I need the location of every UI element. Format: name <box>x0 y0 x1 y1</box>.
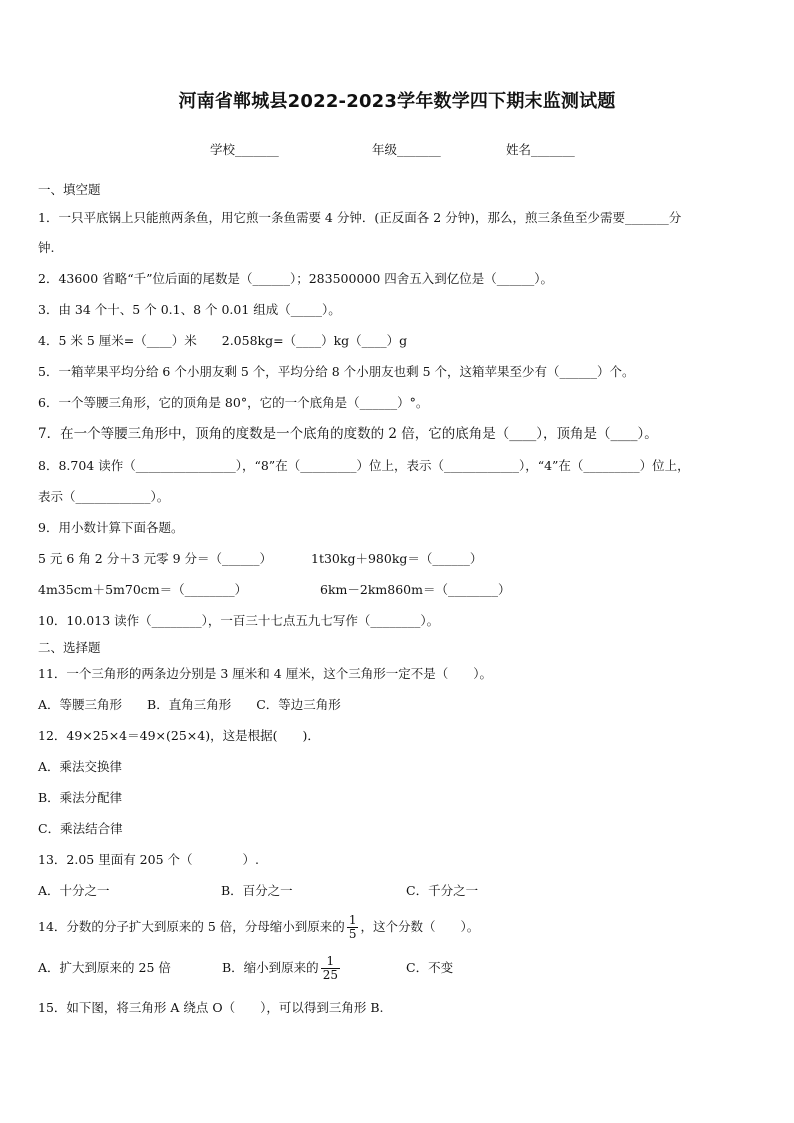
question-11: 11．一个三角形的两条边分别是 3 厘米和 4 厘米，这个三角形一定不是（ ）。 <box>38 666 492 681</box>
question-12: 12．49×25×4＝49×(25×4)，这是根据( )． <box>38 728 320 743</box>
question-15: 15．如下图，将三角形 A 绕点 O（ ），可以得到三角形 B. <box>38 1000 384 1015</box>
question-7: 7．在一个等腰三角形中，顶角的度数是一个底角的度数的 2 倍，它的底角是（____），顶角是（____）。 <box>38 426 658 442</box>
question-14-option-b: B．缩小到原来的 $\frac{1}{25}$ <box>222 954 338 982</box>
question-8-cont: 表示（____________）。 <box>38 489 170 504</box>
section-heading-choice: 二、选择题 <box>38 640 101 655</box>
question-9-item-2: 1t30kg＋980kg＝（______） <box>311 551 483 566</box>
question-14-option-a: A．扩大到原来的 25 倍 <box>38 960 171 975</box>
question-3: 3．由 34 个十、5 个 0.1、8 个 0.01 组成（_____）。 <box>38 302 341 317</box>
fraction-one-twentyfifth: $\frac{1}{25}$ <box>322 954 338 982</box>
question-1-cont: 钟. <box>38 240 55 255</box>
question-9: 9．用小数计算下面各题。 <box>38 520 184 535</box>
grade-field: 年级_______ <box>372 142 441 157</box>
question-12-option-c: C．乘法结合律 <box>38 821 123 836</box>
school-field: 学校_______ <box>210 142 279 157</box>
question-13: 13．2.05 里面有 205 个（ ）. <box>38 852 259 867</box>
question-14 <box>38 912 479 942</box>
question-13-option-c: C．千分之一 <box>406 883 479 898</box>
question-13-option-b: B．百分之一 <box>221 883 293 898</box>
question-1: 1．一只平底锅上只能煎两条鱼，用它煎一条鱼需要 4 分钟．(正反面各 2 分钟)，那么，煎三条鱼至少需要_______分 <box>38 210 682 225</box>
question-9-item-1: 5 元 6 角 2 分＋3 元零 9 分＝（______） <box>38 551 273 566</box>
page-title: 河南省郸城县2022-2023学年数学四下期末监测试题 <box>178 91 616 112</box>
question-6: 6．一个等腰三角形，它的顶角是 80°，它的一个底角是（______）°。 <box>38 395 429 410</box>
question-14-text-end: ，这个分数（ ）。 <box>360 919 480 934</box>
question-14-option-c: C．不变 <box>406 960 454 975</box>
question-12-option-a: A．乘法交换律 <box>38 759 123 774</box>
question-9-item-3: 4m35cm＋5m70cm＝（________） <box>38 582 248 597</box>
question-9-item-4: 6km－2km860m＝（________） <box>320 582 511 597</box>
question-5: 5．一箱苹果平均分给 6 个小朋友剩 5 个，平均分给 8 个小朋友也剩 5 个，这箱苹果至少有（______）个。 <box>38 364 635 379</box>
question-14-text: 14．分数的分子扩大到原来的 5 倍，分母缩小到原来的 <box>38 919 345 934</box>
question-12-option-b: B．乘法分配律 <box>38 790 123 805</box>
question-2: 2．43600 省略“千”位后面的尾数是（______）；283500000 四舍五入到亿位是（______）。 <box>38 271 554 286</box>
name-field: 姓名_______ <box>506 142 575 157</box>
question-8: 8．8.704 读作（________________），“8”在（_________）位上，表示（____________），“4”在（_________）位上， <box>38 458 690 473</box>
question-13-option-a: A．十分之一 <box>38 883 110 898</box>
section-heading-fill-in: 一、填空题 <box>38 182 101 197</box>
question-11-options: A．等腰三角形 B．直角三角形 C．等边三角形 <box>38 697 341 712</box>
question-4: 4．5 米 5 厘米=（____）米 2.058kg=（____）kg（____）g <box>38 333 408 348</box>
fraction-one-fifth: $\frac{1}{5}$ <box>348 913 357 941</box>
question-10: 10．10.013 读作（________），一百三十七点五九七写作（________）。 <box>38 613 440 628</box>
